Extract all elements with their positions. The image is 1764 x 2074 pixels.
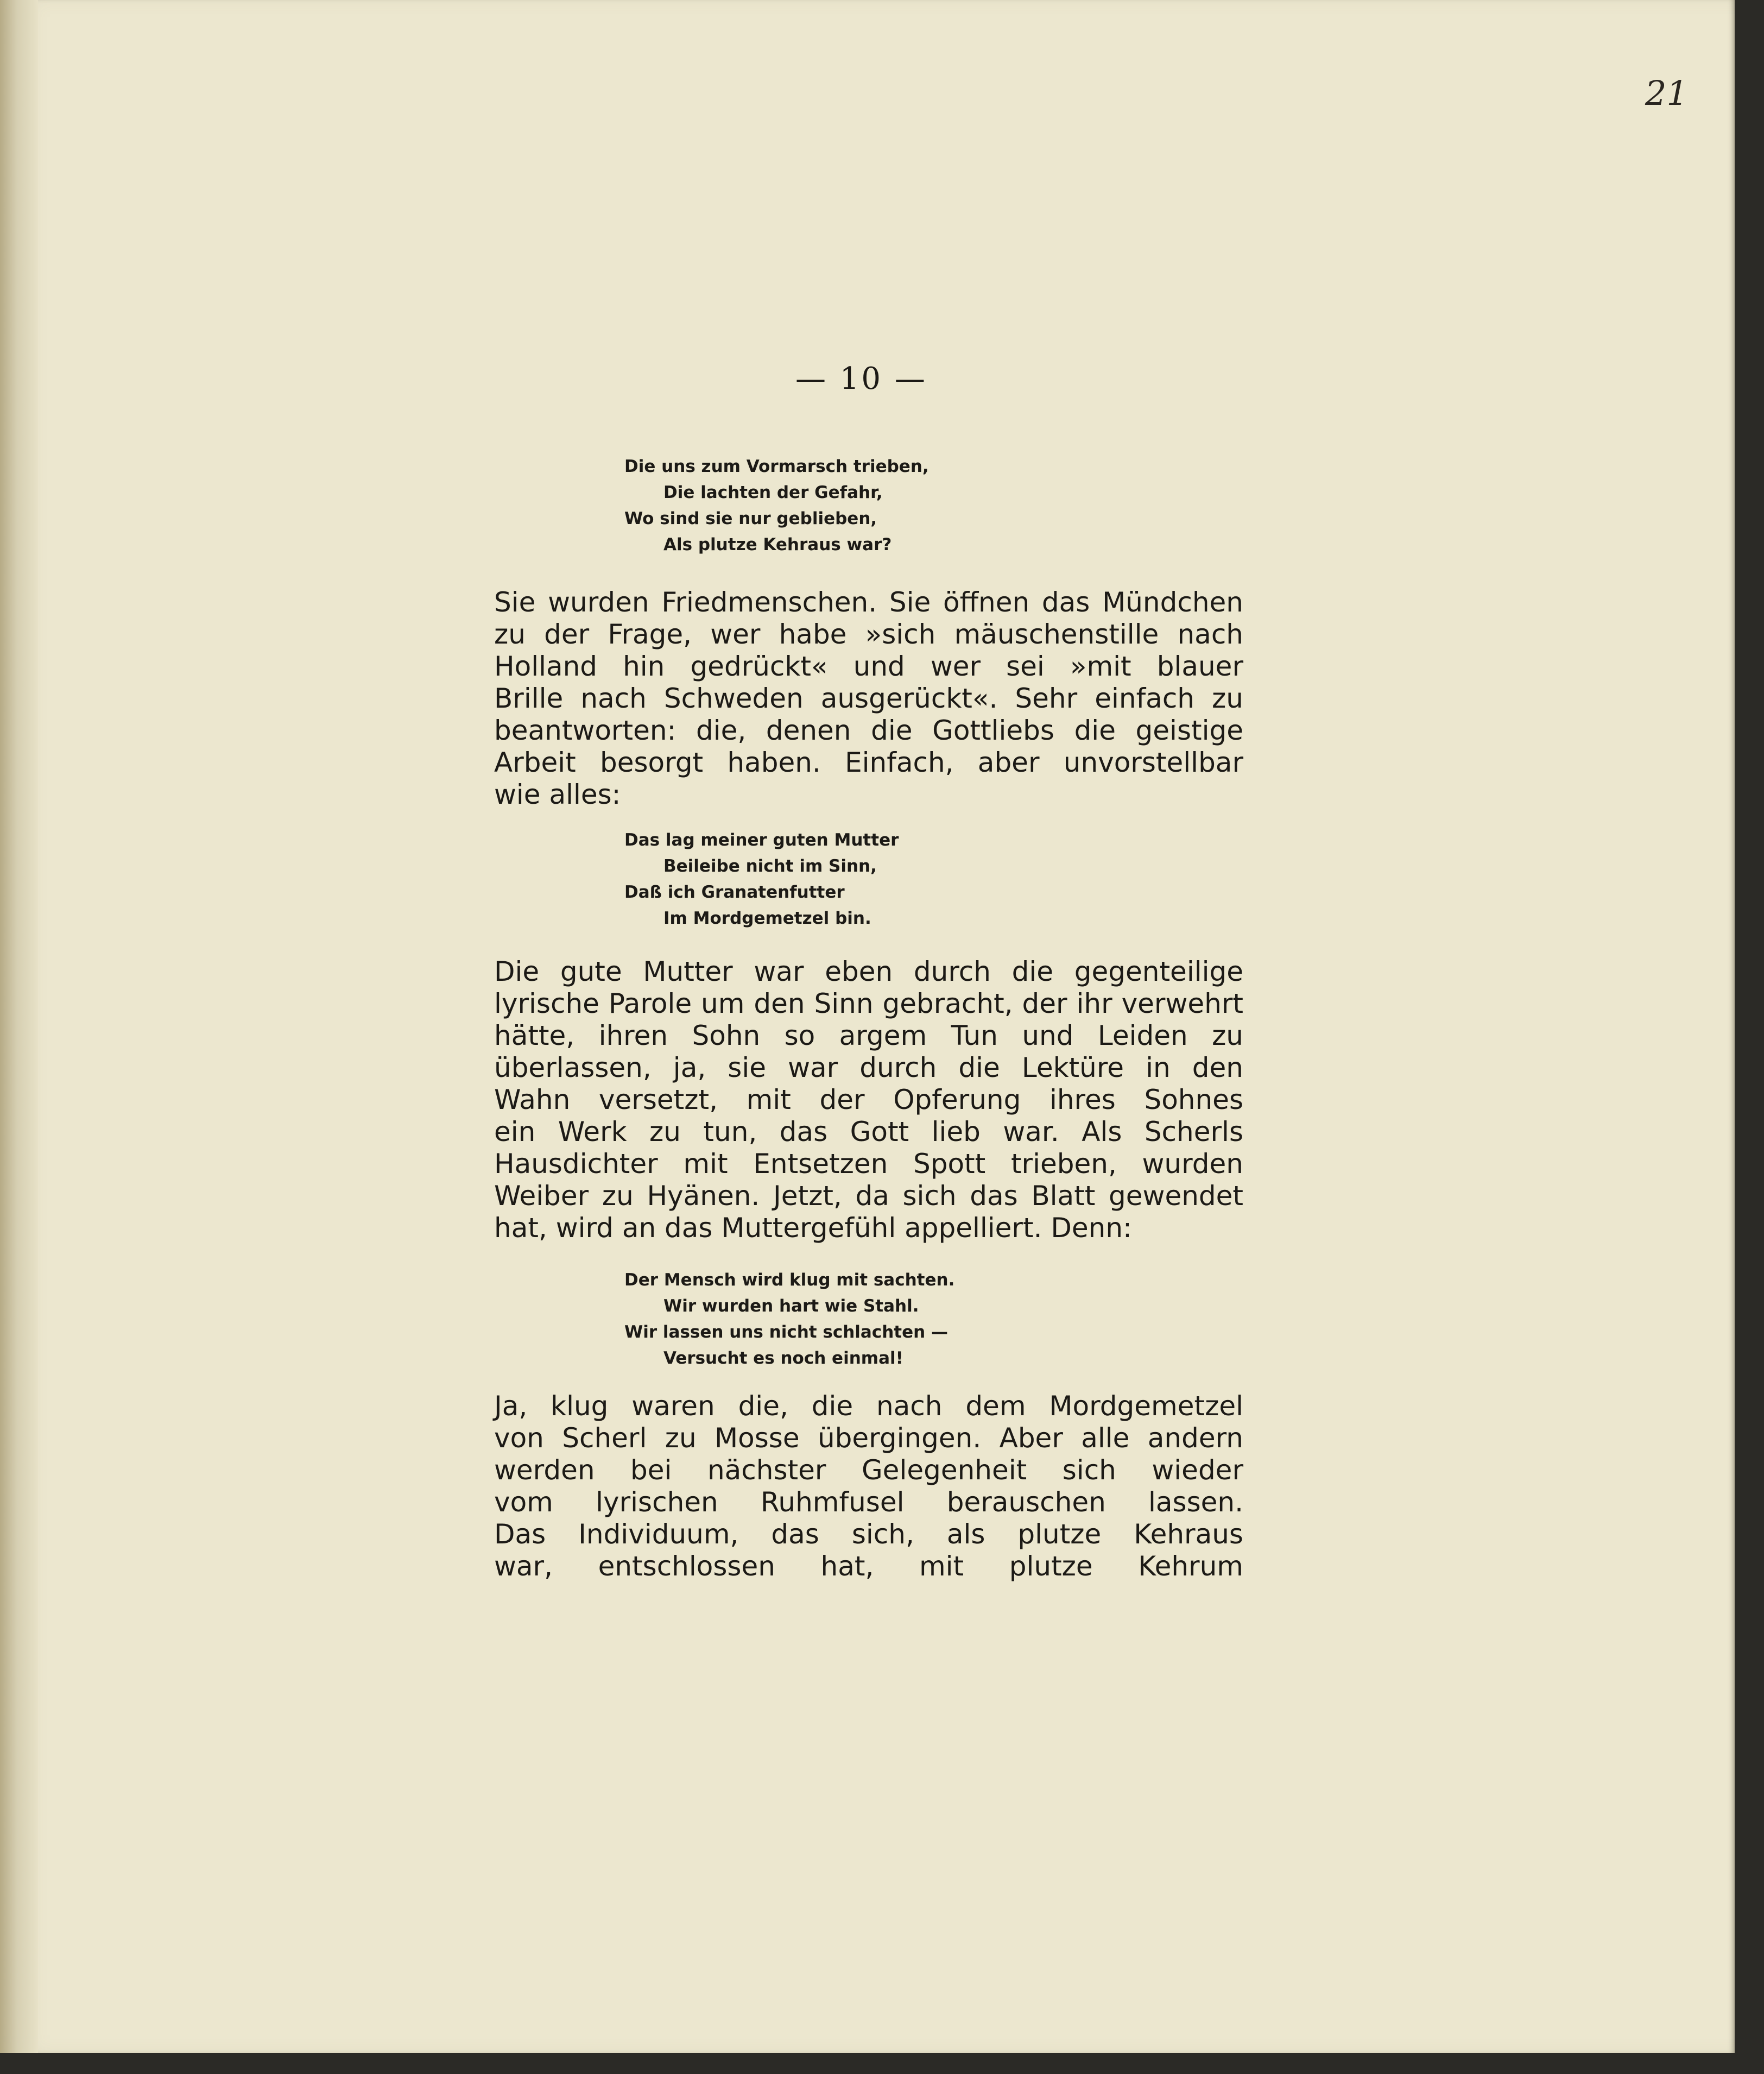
handwritten-folio-number: 21: [1645, 73, 1688, 113]
verse-line: Die uns zum Vormarsch trieben,: [624, 457, 929, 476]
text-line: Die gute Mutter war eben durch die gegenteilige: [494, 956, 1243, 987]
text-line: vom lyrischen Ruhmfusel berauschen lassen.: [494, 1486, 1243, 1518]
page-number: — 10 —: [795, 361, 927, 396]
text-line: von Scherl zu Mosse übergingen. Aber alle andern: [494, 1422, 1243, 1454]
text-line: Brille nach Schweden ausgerückt«. Sehr einfach zu: [494, 683, 1243, 714]
verse-stanza-2: [624, 827, 899, 931]
text-line: hätte, ihren Sohn so argem Tun und Leiden zu: [494, 1020, 1243, 1051]
text-line: Arbeit besorgt haben. Einfach, aber unvorstellbar: [494, 747, 1243, 778]
text-line: Sie wurden Friedmenschen. Sie öffnen das Mündchen: [494, 587, 1243, 618]
text-line: ein Werk zu tun, das Gott lieb war. Als Scherls: [494, 1116, 1243, 1148]
verse-line: Die lachten der Gefahr,: [663, 483, 883, 502]
text-line: lyrische Parole um den Sinn gebracht, der ihr verwehrt: [494, 988, 1243, 1019]
verse-line: Versucht es noch einmal!: [663, 1348, 903, 1368]
verse-stanza-1: [624, 453, 929, 558]
text-line: Das Individuum, das sich, als plutze Kehraus: [494, 1518, 1243, 1550]
verse-line: Der Mensch wird klug mit sachten.: [624, 1270, 955, 1290]
text-line: zu der Frage, wer habe »sich mäuschenstille nach: [494, 619, 1243, 650]
verse-line: Wo sind sie nur geblieben,: [624, 509, 877, 528]
text-line: wie alles:: [494, 779, 621, 810]
verse-line: Daß ich Granatenfutter: [624, 882, 845, 902]
verse-line: Das lag meiner guten Mutter: [624, 830, 899, 850]
paragraph-2: [494, 956, 1243, 1244]
text-line: war, entschlossen hat, mit plutze Kehrum: [494, 1550, 1243, 1582]
text-line: hat, wird an das Muttergefühl appelliert. Denn:: [494, 1212, 1132, 1244]
text-line: Hausdichter mit Entsetzen Spott trieben, wurden: [494, 1148, 1243, 1180]
book-binding: [0, 0, 38, 2053]
text-line: beantworten: die, denen die Gottliebs die geistige: [494, 715, 1243, 746]
verse-line: Beileibe nicht im Sinn,: [663, 856, 877, 876]
text-line: werden bei nächster Gelegenheit sich wieder: [494, 1454, 1243, 1486]
text-line: überlassen, ja, sie war durch die Lektüre in den: [494, 1052, 1243, 1083]
verse-line: Wir wurden hart wie Stahl.: [663, 1296, 919, 1316]
text-line: Wahn versetzt, mit der Opferung ihres Sohnes: [494, 1084, 1243, 1115]
text-line: Weiber zu Hyänen. Jetzt, da sich das Blatt gewendet: [494, 1180, 1243, 1212]
verse-line: Wir lassen uns nicht schlachten —: [624, 1322, 948, 1342]
paragraph-3: [494, 1390, 1243, 1583]
paragraph-1: [494, 587, 1243, 811]
verse-line: Als plutze Kehraus war?: [663, 535, 892, 554]
text-line: Holland hin gedrückt« und wer sei »mit blauer: [494, 651, 1243, 682]
text-line: Ja, klug waren die, die nach dem Mordgemetzel: [494, 1390, 1243, 1422]
verse-stanza-3: [624, 1267, 954, 1371]
verse-line: Im Mordgemetzel bin.: [663, 909, 871, 928]
